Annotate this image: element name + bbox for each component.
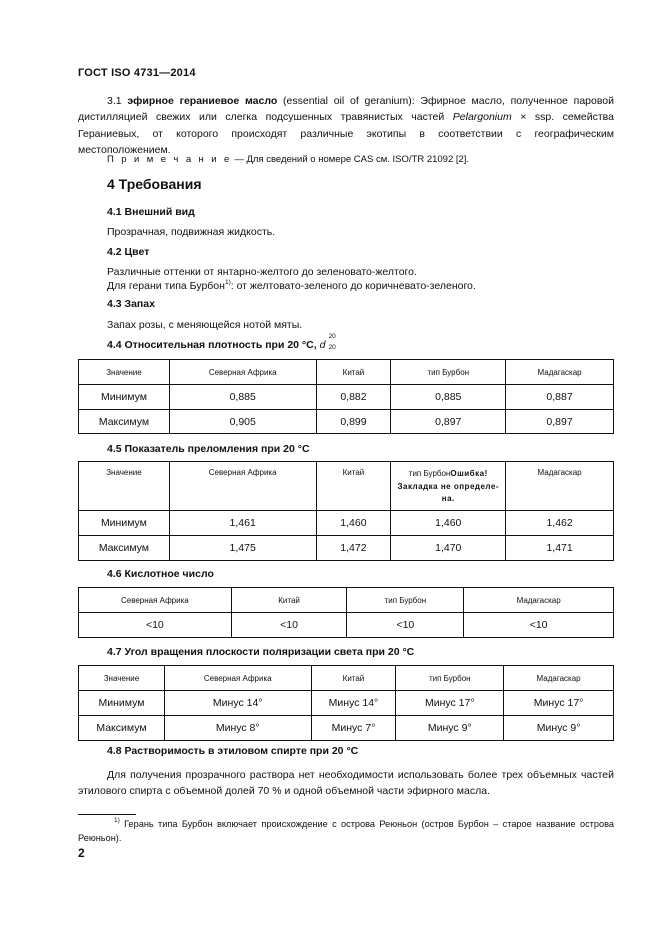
table-cell: 1,460 bbox=[316, 511, 391, 536]
table-cell: <10 bbox=[231, 613, 347, 638]
header-cell: Северная Африка bbox=[169, 360, 316, 385]
section-4-1-text: Прозрачная, подвижная жидкость. bbox=[107, 226, 276, 238]
density-table bbox=[78, 359, 614, 434]
header-cell: Северная Африка bbox=[79, 588, 232, 613]
bookmark-error: Ошибка! bbox=[450, 469, 488, 478]
header-cell-bourbon bbox=[391, 462, 506, 511]
table-cell: Минимум bbox=[79, 511, 170, 536]
footnote-separator bbox=[78, 814, 136, 815]
table-cell: 0,887 bbox=[506, 385, 614, 410]
table-cell: 1,470 bbox=[391, 536, 506, 561]
table-header-row bbox=[79, 666, 614, 691]
section-4-2-line2a: Для герани типа Бурбон bbox=[107, 280, 225, 292]
footnote-mark: 1) bbox=[114, 817, 120, 824]
table-cell: <10 bbox=[79, 613, 232, 638]
footnote-ref: 1) bbox=[224, 279, 231, 286]
table-cell: 1,471 bbox=[506, 536, 614, 561]
table-cell: 1,475 bbox=[169, 536, 316, 561]
header-cell: Северная Африка bbox=[169, 462, 316, 511]
footnote bbox=[78, 818, 614, 845]
table-cell: 1,462 bbox=[506, 511, 614, 536]
header-cell: Мадагаскар bbox=[506, 462, 614, 511]
header-cell: Китай bbox=[316, 462, 391, 511]
note bbox=[107, 154, 469, 165]
table-cell: 0,899 bbox=[316, 410, 391, 434]
table-cell: 0,885 bbox=[169, 385, 316, 410]
note-label: П р и м е ч а н и е bbox=[107, 154, 232, 165]
section-4-4-title bbox=[107, 333, 336, 351]
table-cell: 0,905 bbox=[169, 410, 316, 434]
table-cell: Максимум bbox=[79, 410, 170, 434]
table-cell: Минус 17° bbox=[396, 691, 504, 716]
refraction-table bbox=[78, 461, 614, 561]
bookmark-error: Закладка не определе- bbox=[397, 481, 500, 491]
table-cell: <10 bbox=[347, 613, 464, 638]
header-cell: тип Бурбон bbox=[396, 666, 504, 691]
header-cell: тип Бурбон bbox=[347, 588, 464, 613]
table-cell: Минус 9° bbox=[396, 716, 504, 741]
footnote-text: Герань типа Бурбон включает происхождение с острова Реюньон (остров Бурбон – старое название острова Реюньон). bbox=[78, 819, 614, 843]
table-header-row bbox=[79, 360, 614, 385]
table-cell: Минус 17° bbox=[504, 691, 614, 716]
section-4-6-title: 4.6 Кислотное число bbox=[107, 568, 214, 580]
definition-text-1: (essential oil of geranium): Эфирное масло, полученное паровой дистилляцией свежих или слегка подсушенных травянистых частей bbox=[78, 95, 615, 124]
density-symbol-sup: 20 bbox=[328, 333, 336, 340]
table-row bbox=[79, 536, 614, 561]
definition-term: эфирное гераниевое масло bbox=[127, 95, 278, 107]
definition-number: 3.1 bbox=[107, 95, 122, 107]
section-4-3-title: 4.3 Запах bbox=[107, 298, 155, 310]
table-cell: 0,897 bbox=[391, 410, 506, 434]
table-cell: Максимум bbox=[79, 536, 170, 561]
section-4-8-title: 4.8 Растворимость в этиловом спирте при 20 °C bbox=[107, 745, 359, 757]
note-text: — Для сведений о номере CAS см. ISO/TR 21092 [2]. bbox=[234, 154, 470, 165]
section-4-1-title: 4.1 Внешний вид bbox=[107, 206, 195, 218]
section-4-2-line2 bbox=[107, 278, 476, 294]
header-cell: Мадагаскар bbox=[464, 588, 614, 613]
rotation-table bbox=[78, 665, 614, 741]
table-header-row bbox=[79, 588, 614, 613]
header-cell: Значение bbox=[79, 462, 170, 511]
section-4-8-text: Для получения прозрачного раствора нет необходимости использовать более трех объемных частей этилового спирта с объемной долей 70 % и одной объемной части эфирного масла. bbox=[78, 769, 614, 798]
table-row bbox=[79, 613, 614, 638]
table-cell: Минус 14° bbox=[311, 691, 396, 716]
table-row bbox=[79, 385, 614, 410]
header-cell-text: тип Бурбон bbox=[408, 469, 451, 478]
density-symbol-d: d bbox=[319, 339, 326, 351]
header-cell: Мадагаскар bbox=[504, 666, 614, 691]
table-row bbox=[79, 511, 614, 536]
table-row bbox=[79, 691, 614, 716]
table-cell: Минимум bbox=[79, 385, 170, 410]
density-symbol bbox=[319, 333, 336, 351]
table-cell: Минус 8° bbox=[164, 716, 311, 741]
header-cell: Значение bbox=[79, 360, 170, 385]
section-4-7-title: 4.7 Угол вращения плоскости поляризации света при 20 °C bbox=[107, 646, 415, 658]
header-cell: Мадагаскар bbox=[506, 360, 614, 385]
table-row bbox=[79, 410, 614, 434]
table-cell: Минимум bbox=[79, 691, 165, 716]
definition-paragraph bbox=[78, 93, 614, 158]
header-cell: Значение bbox=[79, 666, 165, 691]
section-4-2-line2b: : от желтовато-зеленого до коричневато-зеленого. bbox=[230, 280, 476, 292]
section-4-2-title: 4.2 Цвет bbox=[107, 246, 150, 258]
table-cell: 1,472 bbox=[316, 536, 391, 561]
table-row bbox=[79, 716, 614, 741]
table-cell: 1,460 bbox=[391, 511, 506, 536]
section-4-3-text: Запах розы, с меняющейся нотой мяты. bbox=[107, 319, 303, 331]
definition-genus: Pelargonium bbox=[452, 111, 512, 124]
header-cell: тип Бурбон bbox=[391, 360, 506, 385]
header-cell: Китай bbox=[311, 666, 396, 691]
table-cell: Минус 14° bbox=[164, 691, 311, 716]
table-cell: 0,882 bbox=[316, 385, 391, 410]
table-cell: Минус 7° bbox=[311, 716, 396, 741]
header-cell: Китай bbox=[316, 360, 391, 385]
acid-number-table bbox=[78, 587, 614, 638]
table-cell: Минус 9° bbox=[504, 716, 614, 741]
section-4-2-line1: Различные оттенки от янтарно-желтого до зеленовато-желтого. bbox=[107, 266, 417, 278]
definition-text-2: × ssp. семейства Гераниевых, от которого происходят различные экотипы в соответствии с географическим местоположением. bbox=[78, 111, 614, 156]
header-cell: Северная Африка bbox=[164, 666, 311, 691]
bookmark-error: на. bbox=[441, 494, 455, 503]
page-number: 2 bbox=[78, 846, 85, 860]
section-4-5-title: 4.5 Показатель преломления при 20 °C bbox=[107, 443, 310, 455]
table-cell: 0,897 bbox=[506, 410, 614, 434]
table-header-row bbox=[79, 462, 614, 511]
table-cell: Максимум bbox=[79, 716, 165, 741]
section-4-4-title-text: 4.4 Относительная плотность при 20 °C, bbox=[107, 339, 317, 351]
table-cell: 0,885 bbox=[391, 385, 506, 410]
document-header: ГОСТ ISO 4731—2014 bbox=[78, 67, 196, 79]
density-symbol-sub: 20 bbox=[328, 344, 336, 351]
table-cell: <10 bbox=[464, 613, 614, 638]
header-cell: Китай bbox=[231, 588, 347, 613]
table-cell: 1,461 bbox=[169, 511, 316, 536]
section-4-title: 4 Требования bbox=[107, 176, 202, 192]
